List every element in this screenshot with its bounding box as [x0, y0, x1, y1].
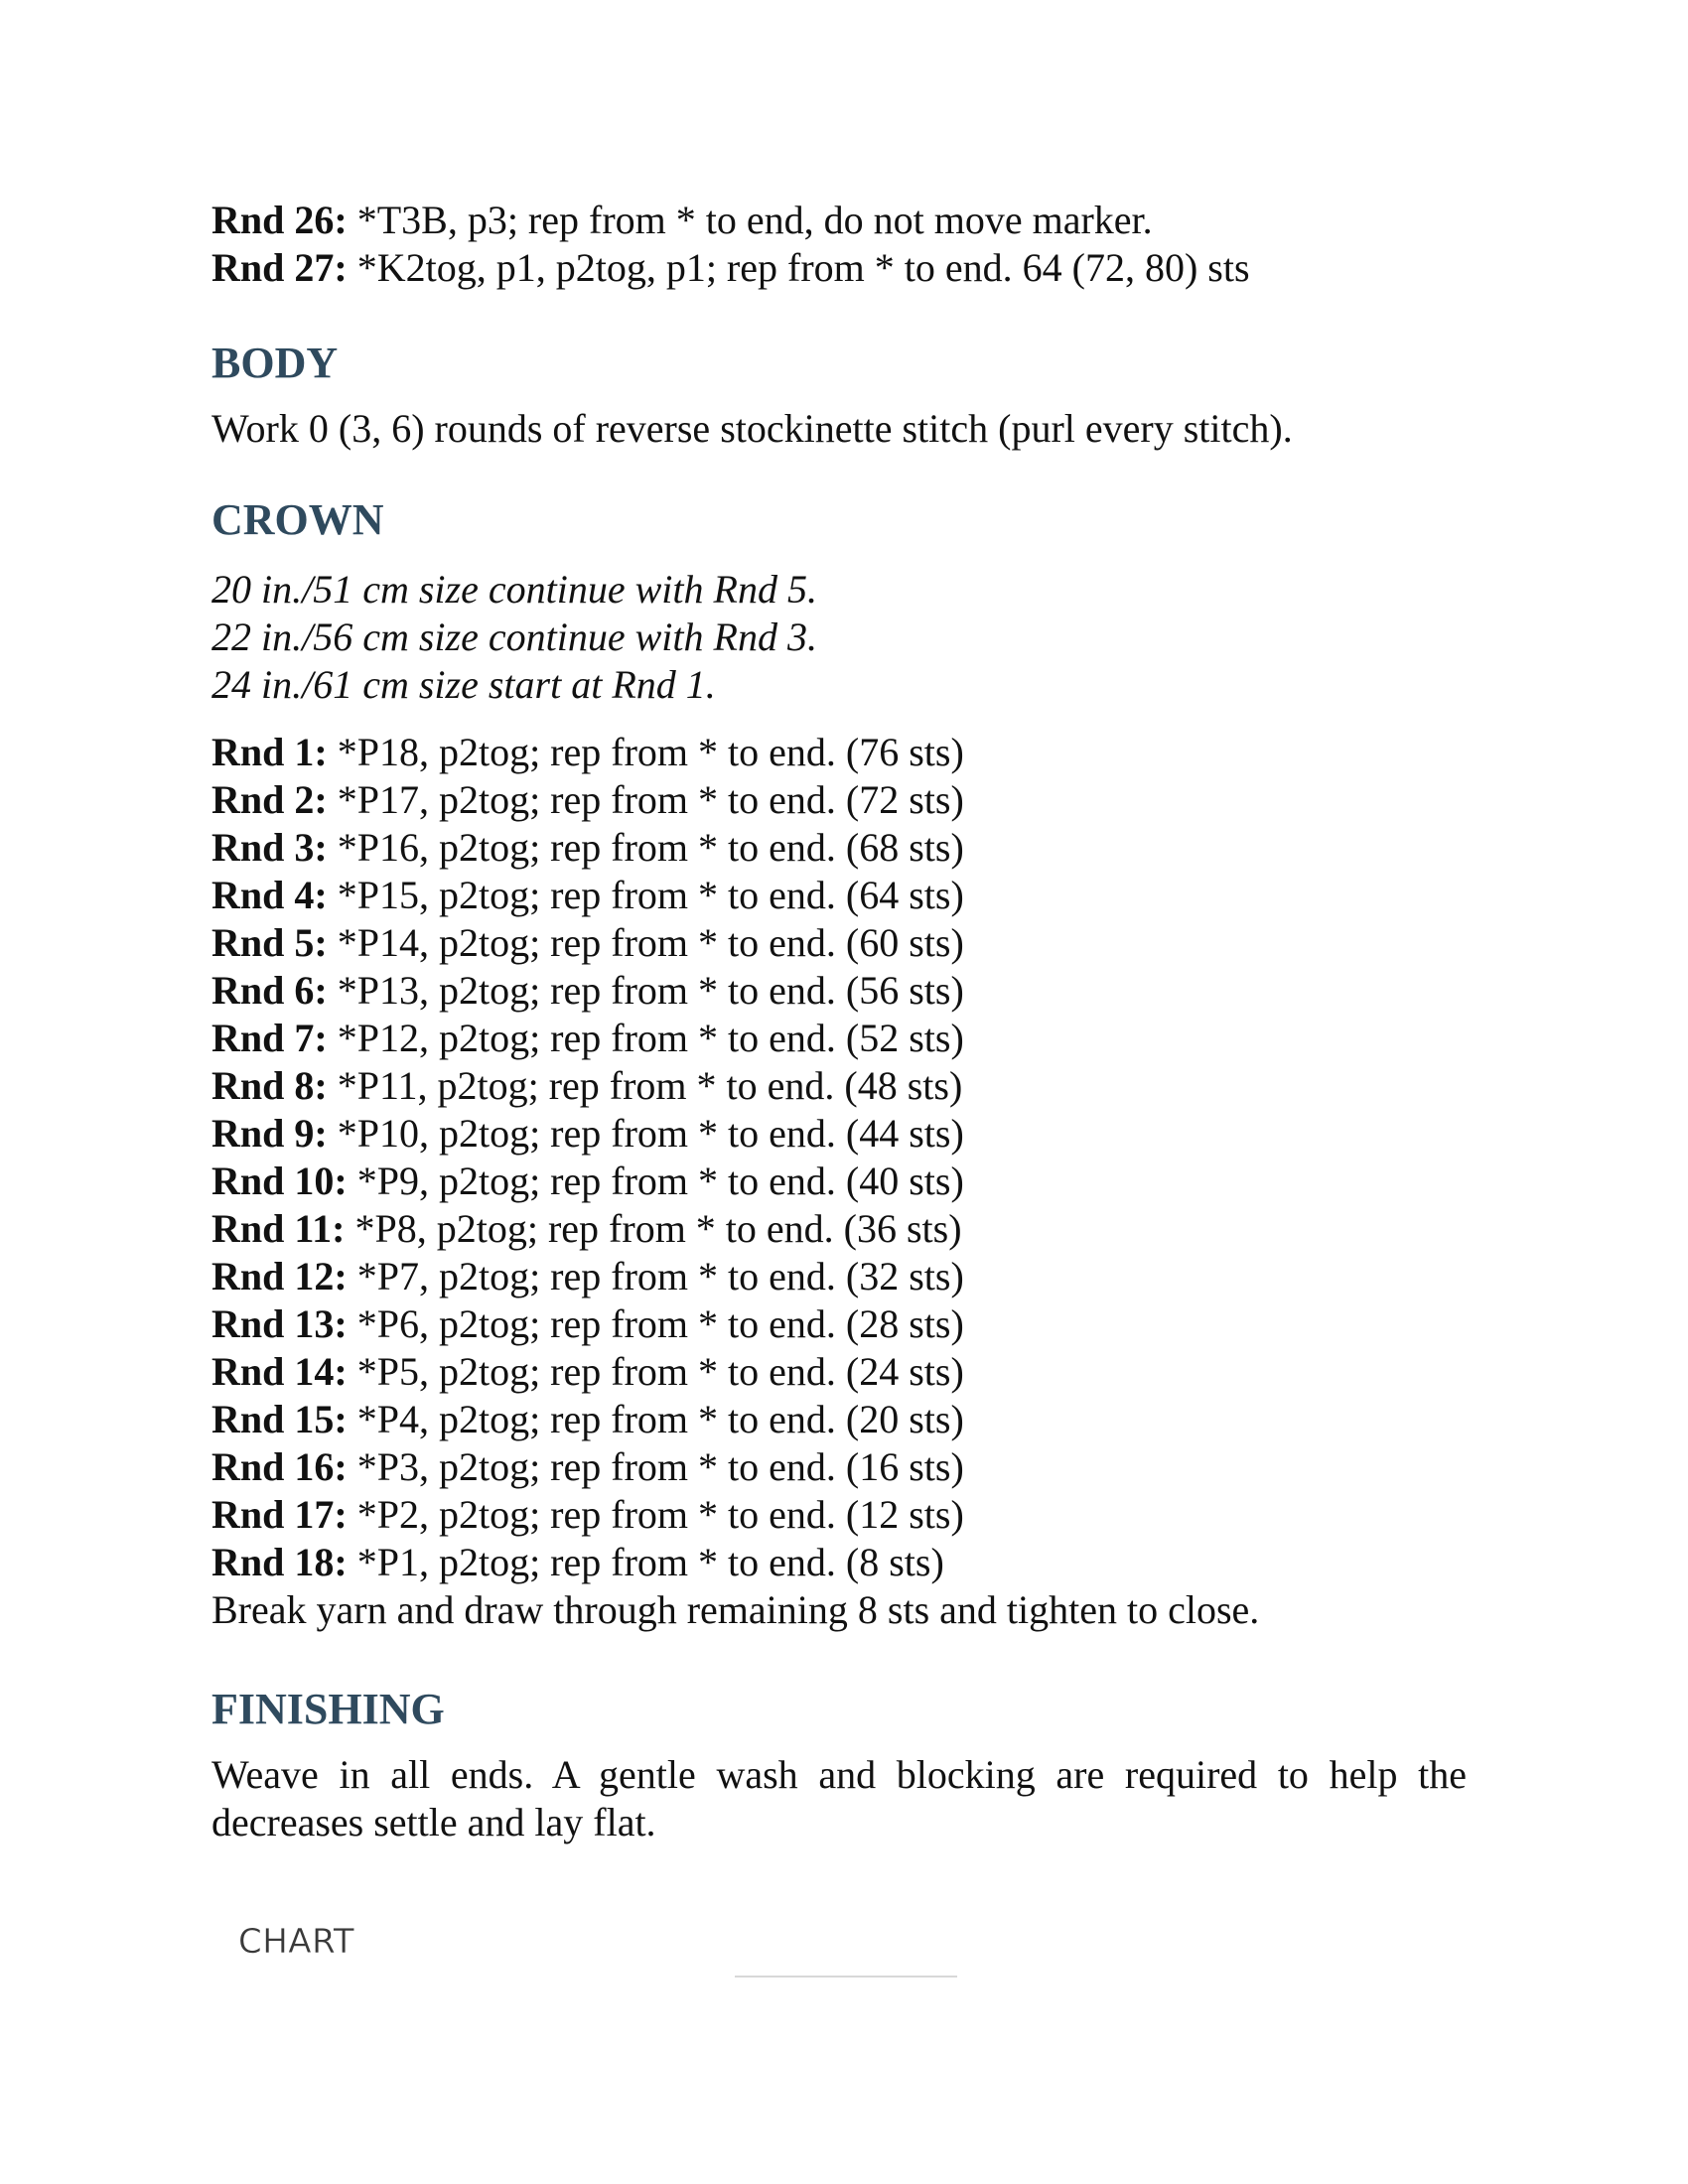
section-heading-finishing: FINISHING: [211, 1685, 445, 1733]
size-notes: [211, 566, 1467, 709]
round-label: Rnd 11:: [211, 1206, 346, 1251]
round-instruction: *P2, p2tog; rep from * to end. (12 sts): [347, 1492, 964, 1537]
round-instruction: *P17, p2tog; rep from * to end. (72 sts): [327, 777, 964, 822]
round-label: Rnd 13:: [211, 1301, 348, 1346]
round-row: [211, 1158, 1467, 1205]
size-note: 24 in./61 cm size start at Rnd 1.: [211, 662, 716, 707]
round-instruction: *T3B, p3; rep from * to end, do not move marker.: [347, 198, 1153, 242]
round-instruction: *P11, p2tog; rep from * to end. (48 sts): [327, 1063, 963, 1108]
round-label: Rnd 2:: [211, 777, 328, 822]
round-instruction: *P12, p2tog; rep from * to end. (52 sts): [327, 1016, 964, 1060]
round-label: Rnd 1:: [211, 730, 328, 774]
round-row: [211, 872, 1467, 919]
round-label: Rnd 14:: [211, 1349, 348, 1394]
size-note: 22 in./56 cm size continue with Rnd 3.: [211, 614, 817, 659]
intro-rows: [211, 197, 1467, 292]
round-label: Rnd 4:: [211, 873, 328, 917]
closing-instruction: Break yarn and draw through remaining 8 sts and tighten to close.: [211, 1587, 1260, 1632]
round-row: [211, 824, 1467, 872]
round-label: Rnd 17:: [211, 1492, 348, 1537]
round-instruction: *P4, p2tog; rep from * to end. (20 sts): [347, 1397, 964, 1441]
round-row: [211, 1062, 1467, 1110]
round-instruction: *P7, p2tog; rep from * to end. (32 sts): [347, 1254, 964, 1298]
round-row: [211, 1491, 1467, 1539]
section-heading-body: BODY: [211, 339, 339, 387]
round-label: Rnd 15:: [211, 1397, 348, 1441]
round-row: [211, 197, 1467, 244]
round-label: Rnd 16:: [211, 1444, 348, 1489]
round-instruction: *P9, p2tog; rep from * to end. (40 sts): [347, 1159, 964, 1203]
section-heading-crown: CROWN: [211, 495, 384, 544]
round-row: [211, 1300, 1467, 1348]
body-text: Work 0 (3, 6) rounds of reverse stockinette stitch (purl every stitch).: [211, 406, 1293, 451]
round-label: Rnd 6:: [211, 968, 328, 1013]
round-label: Rnd 8:: [211, 1063, 328, 1108]
round-label: Rnd 9:: [211, 1111, 328, 1156]
round-row: [211, 776, 1467, 824]
round-instruction: *P18, p2tog; rep from * to end. (76 sts): [327, 730, 964, 774]
round-row: [211, 1015, 1467, 1062]
round-instruction: *P14, p2tog; rep from * to end. (60 sts): [327, 920, 964, 965]
round-label: Rnd 18:: [211, 1540, 348, 1584]
round-row: [211, 1205, 1467, 1253]
round-instruction: *P10, p2tog; rep from * to end. (44 sts): [327, 1111, 964, 1156]
round-label: Rnd 5:: [211, 920, 328, 965]
round-label: Rnd 10:: [211, 1159, 348, 1203]
round-row: [211, 967, 1467, 1015]
round-row: [211, 919, 1467, 967]
round-label: Rnd 12:: [211, 1254, 348, 1298]
round-row: [211, 244, 1467, 292]
round-row: [211, 729, 1467, 776]
size-note: 20 in./51 cm size continue with Rnd 5.: [211, 567, 817, 612]
round-instruction: *K2tog, p1, p2tog, p1; rep from * to end. 64 (72, 80) sts: [347, 245, 1250, 290]
finishing-text: Weave in all ends. A gentle wash and blocking are required to help the decreases settle and lay flat.: [211, 1752, 1467, 1844]
round-instruction: *P15, p2tog; rep from * to end. (64 sts): [327, 873, 964, 917]
round-instruction: *P5, p2tog; rep from * to end. (24 sts): [347, 1349, 964, 1394]
round-row: [211, 1396, 1467, 1443]
round-row: [211, 1443, 1467, 1491]
round-label: Rnd 3:: [211, 825, 328, 870]
divider: [735, 1976, 957, 1978]
round-label: Rnd 26:: [211, 198, 348, 242]
round-instruction: *P13, p2tog; rep from * to end. (56 sts): [327, 968, 964, 1013]
chart-label: CHART: [238, 1922, 354, 1962]
round-instruction: *P1, p2tog; rep from * to end. (8 sts): [347, 1540, 944, 1584]
document-page: [211, 197, 1467, 1846]
round-instruction: *P16, p2tog; rep from * to end. (68 sts): [327, 825, 964, 870]
crown-rows: [211, 729, 1467, 1634]
round-instruction: *P8, p2tog; rep from * to end. (36 sts): [345, 1206, 962, 1251]
round-row: [211, 1110, 1467, 1158]
round-label: Rnd 7:: [211, 1016, 328, 1060]
round-label: Rnd 27:: [211, 245, 348, 290]
round-row: [211, 1539, 1467, 1586]
round-row: [211, 1348, 1467, 1396]
round-instruction: *P6, p2tog; rep from * to end. (28 sts): [347, 1301, 964, 1346]
round-row: [211, 1253, 1467, 1300]
round-instruction: *P3, p2tog; rep from * to end. (16 sts): [347, 1444, 964, 1489]
